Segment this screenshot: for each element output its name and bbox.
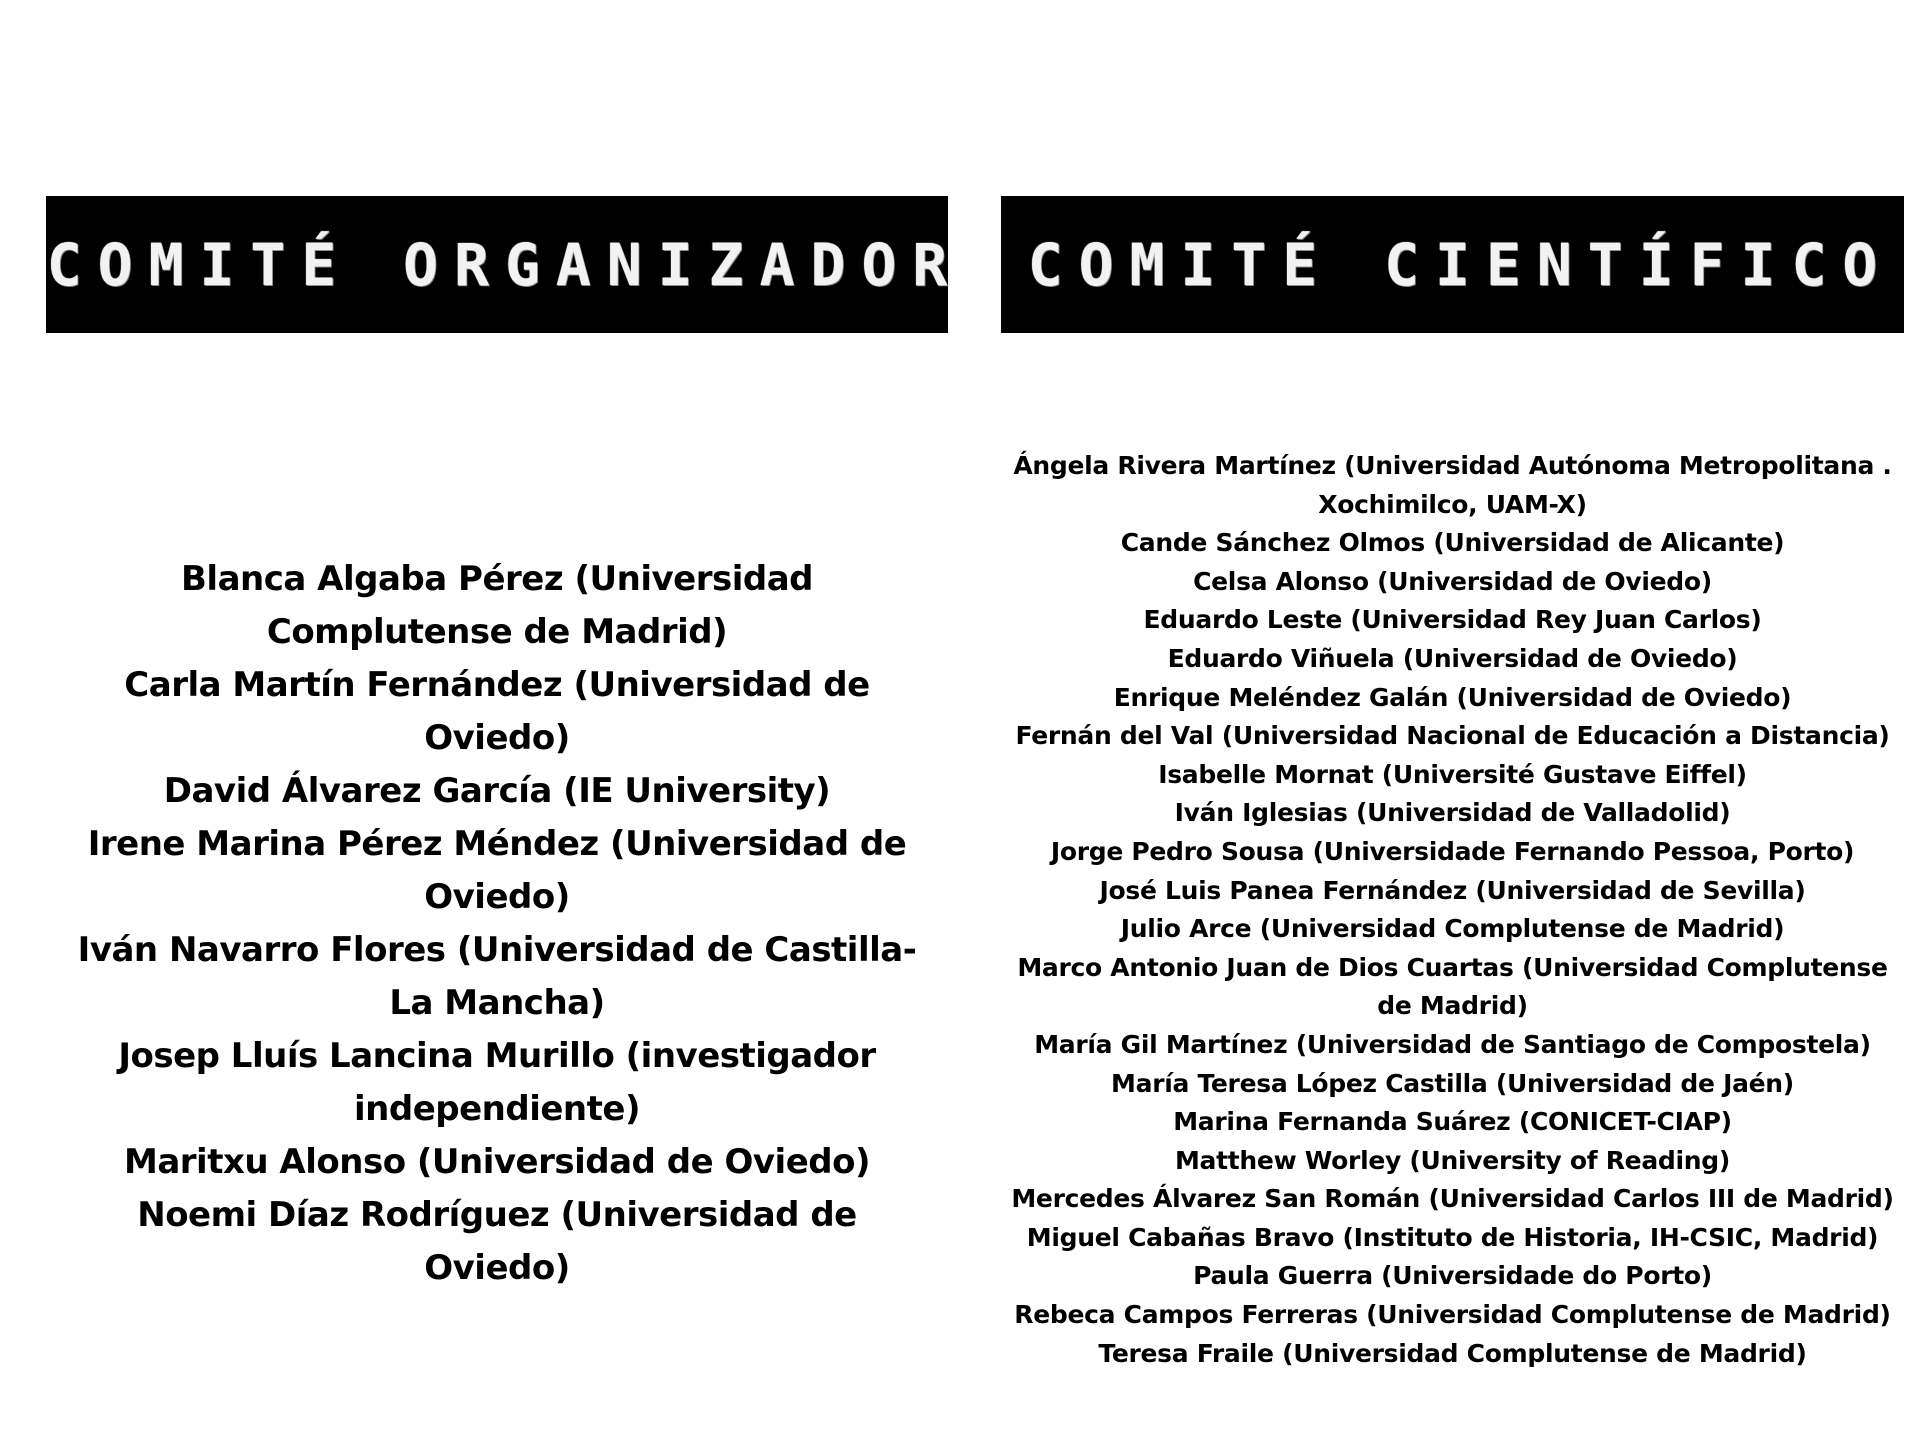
organizing-member: Noemi Díaz Rodríguez (Universidad de Oviedo) (137, 1195, 857, 1288)
organizing-member: Carla Martín Fernández (Universidad de Oviedo) (124, 665, 870, 758)
organizing-member: Maritxu Alonso (Universidad de Oviedo) (124, 1142, 870, 1182)
organizing-committee-list (46, 553, 948, 1295)
organizing-member: David Álvarez García (IE University) (163, 771, 831, 811)
organizing-member: Irene Marina Pérez Méndez (Universidad de Oviedo) (87, 824, 907, 917)
scientific-member: Julio Arce (Universidad Complutense de Madrid) (1120, 914, 1785, 944)
scientific-committee-banner (1001, 196, 1904, 333)
scientific-member: Eduardo Viñuela (Universidad de Oviedo) (1167, 643, 1738, 673)
organizing-member: Josep Lluís Lancina Murillo (investigador independiente) (118, 1036, 876, 1129)
scientific-member: Teresa Fraile (Universidad Complutense de Madrid) (1098, 1338, 1807, 1368)
scientific-member: Miguel Cabañas Bravo (Instituto de Historia, IH-CSIC, Madrid) (1026, 1222, 1879, 1252)
scientific-member: Matthew Worley (University of Reading) (1174, 1145, 1730, 1175)
scientific-member: Paula Guerra (Universidade do Porto) (1193, 1261, 1712, 1291)
scientific-member: Fernán del Val (Universidad Nacional de Educación a Distancia) (1015, 721, 1890, 751)
scientific-member: María Gil Martínez (Universidad de Santiago de Compostela) (1034, 1029, 1871, 1059)
scientific-member: Jorge Pedro Sousa (Universidade Fernando Pessoa, Porto) (1050, 836, 1855, 866)
organizing-committee-banner (46, 196, 964, 333)
scientific-member: Cande Sánchez Olmos (Universidad de Alicante) (1120, 528, 1785, 558)
scientific-committee-list (1001, 447, 1904, 1373)
scientific-committee-title: COMITÉ CIENTÍFICO (1027, 230, 1894, 299)
scientific-member: Ángela Rivera Martínez (Universidad Autónoma Metropolitana . Xochimilco, UAM-X) (1013, 451, 1892, 519)
scientific-member: Celsa Alonso (Universidad de Oviedo) (1193, 566, 1712, 596)
scientific-member: Rebeca Campos Ferreras (Universidad Complutense de Madrid) (1014, 1300, 1891, 1330)
scientific-member: Eduardo Leste (Universidad Rey Juan Carlos) (1143, 605, 1762, 635)
organizing-committee-title: COMITÉ ORGANIZADOR (46, 230, 964, 299)
scientific-member: José Luis Panea Fernández (Universidad de Sevilla) (1099, 875, 1806, 905)
organizing-member: Iván Navarro Flores (Universidad de Castilla-La Mancha) (77, 930, 917, 1023)
scientific-member: Mercedes Álvarez San Román (Universidad Carlos III de Madrid) (1011, 1184, 1894, 1214)
scientific-member: María Teresa López Castilla (Universidad de Jaén) (1111, 1068, 1794, 1098)
scientific-member: Marina Fernanda Suárez (CONICET-CIAP) (1173, 1107, 1732, 1137)
organizing-member: Blanca Algaba Pérez (Universidad Complutense de Madrid) (181, 559, 813, 652)
scientific-member: Isabelle Mornat (Université Gustave Eiffel) (1158, 759, 1747, 789)
scientific-member: Marco Antonio Juan de Dios Cuartas (Universidad Complutense de Madrid) (1017, 952, 1888, 1021)
scientific-member: Iván Iglesias (Universidad de Valladolid) (1174, 798, 1731, 828)
scientific-member: Enrique Meléndez Galán (Universidad de Oviedo) (1113, 682, 1792, 712)
